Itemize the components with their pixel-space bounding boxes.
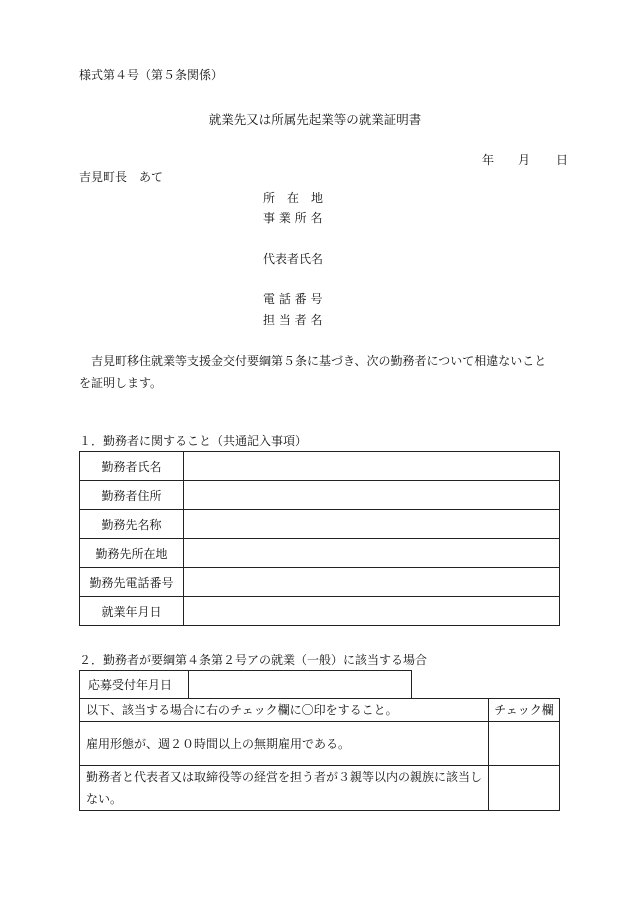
date-month-label: 月	[518, 153, 531, 167]
row-label: 就業年月日	[80, 597, 184, 626]
issuer-person-label: 担 当 者 名	[263, 313, 323, 327]
workplace-phone-field[interactable]	[184, 568, 560, 597]
form-number: 様式第４号（第５条関係）	[79, 68, 224, 82]
application-date-label: 応募受付年月日	[80, 671, 189, 699]
row-label: 勤務先電話番号	[80, 568, 184, 597]
employment-date-field[interactable]	[184, 597, 560, 626]
table-row	[80, 722, 560, 766]
check-field[interactable]	[489, 766, 560, 811]
issuer-office-label: 事 業 所 名	[263, 211, 323, 225]
criterion-text: 勤務者と代表者又は取締役等の経営を担う者が３親等以内の親族に該当しない。	[80, 766, 489, 811]
application-date-table	[79, 670, 412, 699]
date-day-label: 日	[556, 153, 569, 167]
criterion-text: 雇用形態が、週２０時間以上の無期雇用である。	[80, 722, 489, 766]
table-row	[80, 699, 560, 722]
application-date-field[interactable]	[189, 671, 412, 699]
issuer-address-label: 所 在 地	[263, 191, 324, 205]
row-label: 勤務先名称	[80, 510, 184, 539]
eligibility-check-table	[79, 698, 560, 811]
row-label: 勤務先所在地	[80, 539, 184, 568]
workplace-address-field[interactable]	[184, 539, 560, 568]
worker-name-field[interactable]	[184, 452, 560, 481]
table-row	[80, 510, 560, 539]
issuer-representative-label: 代表者氏名	[263, 252, 324, 266]
issuer-phone-label: 電 話 番 号	[263, 292, 323, 306]
instruction-text: 以下、該当する場合に右のチェック欄に〇印をすること。	[80, 699, 489, 722]
table-row	[80, 539, 560, 568]
table-row	[80, 568, 560, 597]
workplace-name-field[interactable]	[184, 510, 560, 539]
addressee: 吉見町長 あて	[79, 170, 164, 184]
table-row	[80, 597, 560, 626]
check-column-header: チェック欄	[489, 699, 560, 722]
check-field[interactable]	[489, 722, 560, 766]
table-row	[80, 452, 560, 481]
worker-address-field[interactable]	[184, 481, 560, 510]
row-label: 勤務者住所	[80, 481, 184, 510]
certification-statement: 吉見町移住就業等支援金交付要綱第５条に基づき、次の勤務者について相違ないことを証明します。	[79, 354, 547, 390]
table-row	[80, 766, 560, 811]
section1-title: １．勤務者に関すること（共通記入事項）	[79, 434, 308, 448]
section2-title: ２．勤務者が要綱第４条第２号アの就業（一般）に該当する場合	[79, 653, 428, 667]
table-row	[80, 671, 412, 699]
date-year-label: 年	[482, 153, 495, 167]
document-title: 就業先又は所属先起業等の就業証明書	[208, 112, 422, 127]
row-label: 勤務者氏名	[80, 452, 184, 481]
worker-info-table	[79, 451, 560, 626]
table-row	[80, 481, 560, 510]
